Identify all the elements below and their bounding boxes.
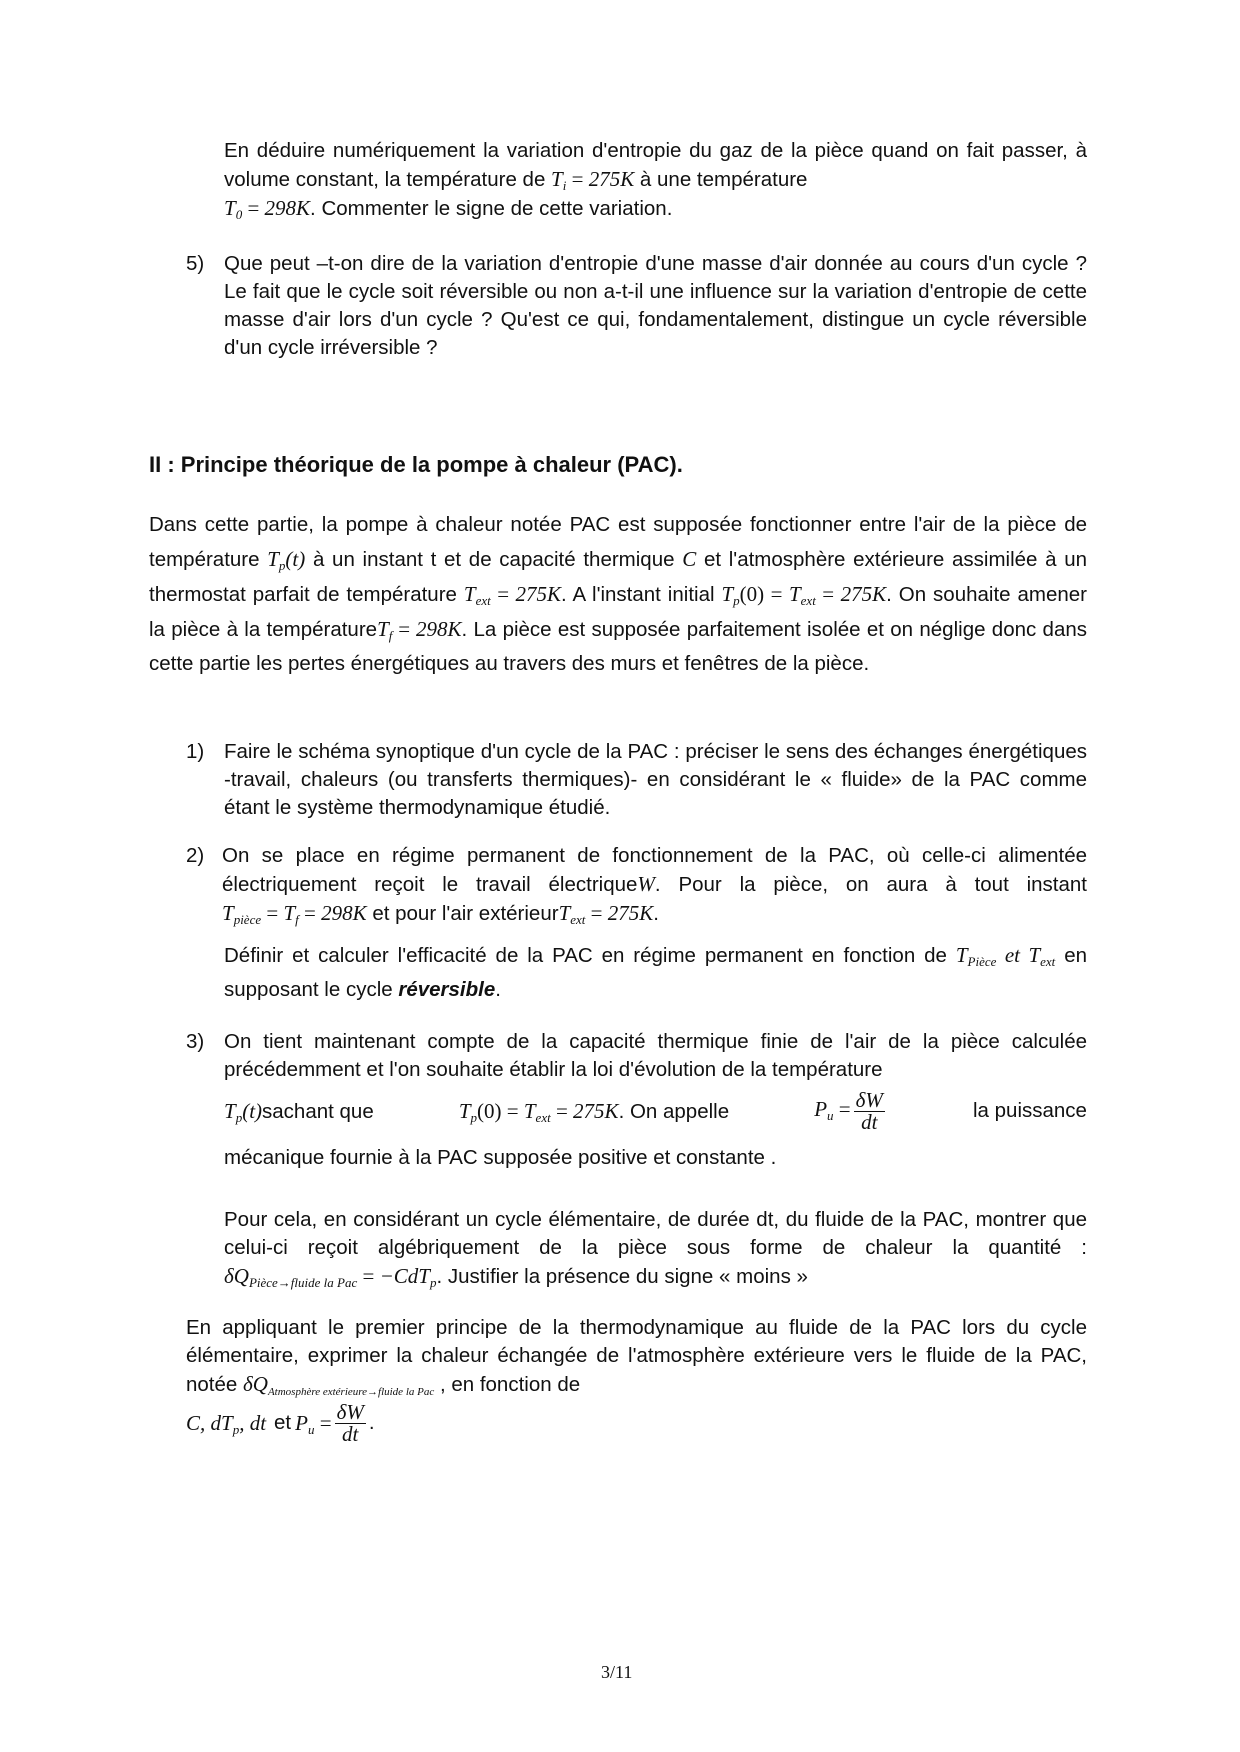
- q5-number: 5): [186, 252, 205, 275]
- q3-text-1: On tient maintenant compte de la capacité thermique finie de l'air de la pièce calculée précédemment et l'on souhaite établir la loi d'évolution de la température: [224, 1030, 1087, 1081]
- pu-fraction-numerator: δW: [855, 1087, 883, 1112]
- text-equation: $T_{ext} = 275K$: [463, 582, 562, 608]
- q3-paragraph-1: [224, 1028, 1087, 1084]
- q2-text-3: et pour l'air extérieur: [372, 902, 559, 925]
- q2-paragraph-1: [222, 842, 1087, 928]
- tpiece-equation: $T_{pièce} = T_f = 298K$: [222, 901, 367, 927]
- intro-text-5: . On souhaite amener la pièce à la température: [149, 583, 1087, 641]
- tp0-equation-2: $T_p(0) = T_{ext} = 275K$: [458, 1098, 619, 1125]
- tf-equation: $T_f = 298K$: [377, 617, 462, 643]
- q4-text-1: En déduire numériquement la variation d'entropie du gaz de la pièce quand on fait passer, à volume constant, la température de: [224, 139, 1087, 191]
- q3-line-3: [224, 1083, 1087, 1139]
- q3-paragraph-2: [224, 1206, 1087, 1291]
- q3-line-4: mécanique fournie à la PAC supposée positive et constante .: [224, 1146, 777, 1169]
- intro-paragraph: [149, 508, 1087, 681]
- q3-tp-group: [224, 1097, 374, 1126]
- q2-text-1: On se place en régime permanent de fonctionnement de la PAC, où celle-ci alimentée électriquement reçoit le travail électrique: [222, 844, 1087, 896]
- intro-text-6: . La pièce est supposée parfaitement isolée et on néglige donc dans cette partie les pertes énergétiques au travers des murs et fenêtres de la pièce.: [149, 618, 1088, 675]
- ti-equation: $T_i = 275K$: [551, 167, 635, 193]
- intro-text-1: Dans cette partie, la pompe à chaleur notée PAC est supposée fonctionner entre l'air de la pièce de température: [149, 513, 1087, 571]
- pu-fraction-denominator: dt: [861, 1109, 878, 1134]
- q1-text: Faire le schéma synoptique d'un cycle de la PAC : préciser le sens des échanges énergétiques -travail, chaleurs (ou transferts thermiques)- en considérant le « fluide» de la PAC comme étant le système thermodynamique étudié.: [224, 740, 1087, 819]
- final-text-3: et: [274, 1411, 292, 1434]
- tp-t-symbol-2: $T_p(t)$: [224, 1098, 263, 1125]
- final-paragraph: [186, 1314, 1087, 1399]
- final-fraction-denominator: dt: [342, 1421, 359, 1446]
- final-pu: $P_u$ =: [295, 1411, 332, 1437]
- intro-text-3: et l'atmosphère extérieure assimilée à un thermostat parfait de température: [149, 548, 1088, 606]
- q3-text-3: . On appelle: [618, 1099, 730, 1123]
- q4-text-2: à une température: [639, 168, 808, 191]
- w-symbol: W: [637, 872, 655, 896]
- final-line-4: [186, 1394, 375, 1452]
- reversible-emphasis: réversible: [398, 978, 496, 1001]
- dq-piece-equation: $\delta Q_{Pièce\to fluide la Pac} = -CdT_p$: [224, 1264, 437, 1290]
- final-text-4: .: [368, 1411, 375, 1434]
- q2-p2-text-3: .: [495, 978, 501, 1001]
- tp-t-symbol: $T_p(t)$: [267, 547, 306, 573]
- q4-continuation: [224, 137, 1087, 223]
- q1-number: 1): [186, 740, 205, 763]
- text-equation-2: $T_{ext} = 275K$: [558, 901, 654, 927]
- q3-pu-group: $P_u$ = $\frac{\delta W}{dt}$: [814, 1087, 883, 1134]
- q2-p2-text-2: en supposant le cycle: [224, 944, 1088, 1001]
- intro-text-2: à un instant t et de capacité thermique: [312, 548, 675, 571]
- pu-fraction: [854, 1087, 885, 1134]
- t0-equation: $T_0 = 298K$: [224, 196, 311, 222]
- q3-p2-text-1: Pour cela, en considérant un cycle élémentaire, de durée dt, du fluide de la PAC, montrer que celui-ci reçoit algébriquement de la pièce sous forme de chaleur la quantité :: [224, 1208, 1087, 1259]
- page-number: 3/11: [601, 1662, 633, 1682]
- q5-text: Que peut –t-on dire de la variation d'entropie d'une masse d'air donnée au cours d'un cycle ? Le fait que le cycle soit réversible ou non a-t-il une influence sur la variation d'entropie de cette masse d'air lors d'un cycle ? Qu'est ce qui, fondamentalement, distingue un cycle réversible d'un cycle irréversible ?: [224, 252, 1087, 359]
- c-symbol: C: [682, 547, 697, 571]
- q3-text-2: sachant que: [262, 1099, 374, 1123]
- q2-p2-text-1: Définir et calculer l'efficacité de la PAC en régime permanent en fonction de: [224, 944, 947, 967]
- q4-text-3: . Commenter le signe de cette variation.: [310, 197, 673, 220]
- intro-text-4: . A l'instant initial: [561, 583, 715, 606]
- final-vars: C, $dT_p$, dt: [186, 1411, 267, 1437]
- final-text-2: , en fonction de: [439, 1373, 581, 1396]
- q3-p2-text-2: . Justifier la présence du signe « moins »: [436, 1265, 808, 1288]
- tpiece-text-vars: $T_{Pièce}$ et $T_{ext}$: [955, 943, 1056, 969]
- section-title: II : Principe théorique de la pompe à chaleur (PAC).: [149, 452, 683, 477]
- q3-number: 3): [186, 1030, 205, 1053]
- final-text-1: En appliquant le premier principe de la thermodynamique au fluide de la PAC lors du cycle élémentaire, exprimer la chaleur échangée de l'atmosphère extérieure vers le fluide de la PAC, notée: [186, 1316, 1087, 1396]
- q3-tp0-group: [459, 1097, 729, 1126]
- q3-puissance-word: la puissance: [973, 1099, 1087, 1122]
- q2-number: 2): [186, 844, 205, 867]
- dq-atmosphere-symbol: $\delta Q_{Atmosphère extérieure\to fluide la Pac}$: [243, 1372, 435, 1398]
- q2-text-2: . Pour la pièce, on aura à tout instant: [654, 873, 1087, 896]
- tp0-equation: $T_p(0) = T_{ext} = 275K$: [721, 582, 887, 608]
- final-fraction-numerator: δW: [336, 1399, 364, 1424]
- final-pu-fraction: [335, 1399, 366, 1446]
- q2-text-4: .: [653, 902, 659, 925]
- q2-paragraph-2: [224, 938, 1087, 1007]
